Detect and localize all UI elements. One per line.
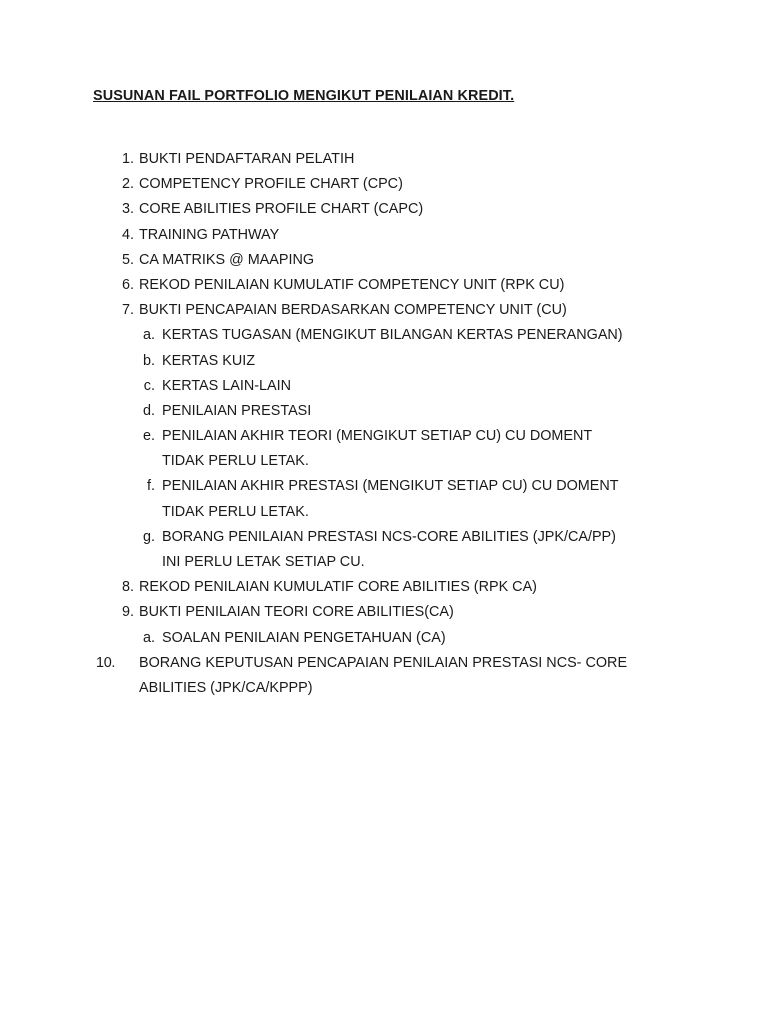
list-item: [0, 198, 768, 223]
sub-list-item: [0, 475, 768, 500]
sub-list-item-letter: c.: [143, 377, 155, 394]
sub-list-item-text: KERTAS LAIN-LAIN: [162, 377, 292, 394]
list-item-number: 1.: [121, 151, 134, 167]
sub-list-item-letter: e.: [142, 428, 155, 445]
list-item-number: 4.: [121, 226, 134, 243]
list-item-number: 2.: [121, 176, 134, 193]
sub-list-item-letter: b.: [142, 352, 155, 369]
sub-list-item-continuation: [0, 501, 768, 526]
list-item-number: 10.: [96, 654, 116, 671]
list-item: [0, 249, 768, 274]
document-title: SUSUNAN FAIL PORTFOLIO MENGIKUT PENILAIAN KREDIT.: [93, 88, 515, 104]
sub-list-item-text: KERTAS TUGASAN (MENGIKUT BILANGAN KERTAS PENERANGAN): [162, 327, 623, 344]
sub-list-item: [0, 400, 768, 425]
list-item-text: REKOD PENILAIAN KUMULATIF CORE ABILITIES (RPK CA): [139, 579, 537, 596]
sub-list-item: [0, 324, 768, 349]
list-item: [0, 299, 768, 324]
sub-list-item: [0, 425, 768, 450]
sub-list-item-text: PENILAIAN PRESTASI: [162, 402, 312, 419]
list-item: [0, 576, 768, 601]
portfolio-list: [0, 148, 768, 702]
sub-list-item: [0, 526, 768, 551]
list-item-text: CORE ABILITIES PROFILE CHART (CAPC): [139, 201, 424, 218]
list-item-continuation: [0, 677, 768, 702]
sub-list-item-letter: a.: [142, 629, 155, 646]
list-item-number: 3.: [121, 201, 134, 218]
list-item-text: BUKTI PENDAFTARAN PELATIH: [139, 151, 355, 167]
list-item-text: BUKTI PENILAIAN TEORI CORE ABILITIES(CA): [139, 604, 454, 621]
sub-list-item-continuation: [0, 450, 768, 475]
list-item-text: REKOD PENILAIAN KUMULATIF COMPETENCY UNIT (RPK CU): [139, 276, 565, 293]
list-item-text: CA MATRIKS @ MAAPING: [139, 251, 315, 268]
sub-list-item-text-line2: INI PERLU LETAK SETIAP CU.: [162, 554, 365, 570]
sub-list-item-text: SOALAN PENILAIAN PENGETAHUAN (CA): [162, 629, 446, 646]
sub-list-item-text-line2: TIDAK PERLU LETAK.: [162, 503, 309, 520]
list-item-text-line2: ABILITIES (JPK/CA/KPPP): [139, 679, 313, 696]
list-item: [0, 652, 768, 677]
list-item-text: BORANG KEPUTUSAN PENCAPAIAN PENILAIAN PRESTASI NCS- CORE: [139, 654, 628, 671]
list-item-number: 9.: [121, 604, 134, 621]
list-item: [0, 274, 768, 299]
list-item: [0, 148, 768, 173]
sub-list-item-text-line2: TIDAK PERLU LETAK.: [162, 453, 309, 470]
list-item-number: 5.: [121, 251, 134, 268]
sub-list-item-text: PENILAIAN AKHIR PRESTASI (MENGIKUT SETIAP CU) CU DOMENT: [162, 478, 619, 495]
list-item: [0, 224, 768, 249]
sub-list-item-letter: d.: [142, 402, 155, 419]
list-item-text: TRAINING PATHWAY: [139, 226, 280, 243]
sub-list-item-letter: f.: [147, 478, 155, 495]
sub-list-item: [0, 375, 768, 400]
list-item-number: 6.: [121, 276, 134, 293]
sub-list-item-letter: a.: [142, 327, 155, 344]
sub-list-item-continuation: [0, 551, 768, 576]
sub-list-item-text: KERTAS KUIZ: [162, 352, 256, 369]
sub-list-item: [0, 627, 768, 652]
sub-list-item: [0, 350, 768, 375]
list-item: [0, 601, 768, 626]
list-item: [0, 173, 768, 198]
sub-list-item-text: BORANG PENILAIAN PRESTASI NCS-CORE ABILITIES (JPK/CA/PP): [162, 528, 616, 545]
list-item-number: 8.: [121, 579, 134, 596]
list-item-number: 7.: [121, 302, 134, 319]
list-item-text: COMPETENCY PROFILE CHART (CPC): [139, 176, 403, 193]
list-item-text: BUKTI PENCAPAIAN BERDASARKAN COMPETENCY UNIT (CU): [139, 302, 567, 319]
sub-list-item-letter: g.: [142, 528, 155, 545]
sub-list-item-text: PENILAIAN AKHIR TEORI (MENGIKUT SETIAP CU) CU DOMENT: [162, 428, 593, 445]
